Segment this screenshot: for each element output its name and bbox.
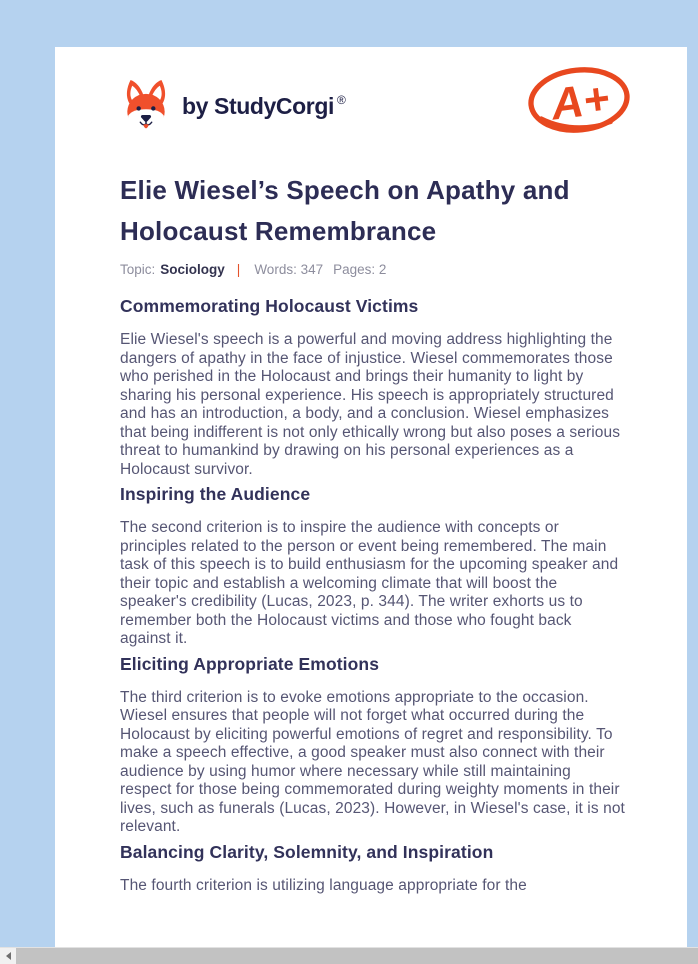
section-heading: Commemorating Holocaust Victims: [120, 296, 419, 316]
topic-link[interactable]: Sociology: [160, 262, 225, 277]
section-inspiring: [120, 483, 632, 649]
section-eliciting: [120, 653, 632, 837]
section-paragraph: The fourth criterion is utilizing language appropriate for the: [120, 876, 527, 894]
section-commemorating: [120, 295, 632, 479]
grade-text: A+: [548, 73, 612, 130]
section-heading: Inspiring the Audience: [120, 484, 311, 504]
document-card: [55, 47, 687, 964]
section-balancing: [120, 841, 632, 896]
studycorgi-brand: [120, 78, 345, 134]
meta-separator: |: [236, 262, 241, 277]
section-heading: Balancing Clarity, Solemnity, and Inspiration: [120, 841, 494, 862]
document-header: [120, 64, 632, 136]
section-paragraph: The third criterion is to evoke emotions appropriate to the occasion. Wiesel ensures that people will not forget what occurred during the Holocaust by eliciting powerful emotions of regret and responsibility. To make a speech effective, a good speaker must also connect with their audience by using humor where necessary while still maintaining respect for those being commemorated during weighty moments in their lives, such as funerals (Lucas, 2023). However, in Wiesel's case, it is not relevant.: [120, 688, 625, 835]
a-plus-grade-badge: [526, 64, 632, 136]
section-paragraph: Elie Wiesel's speech is a powerful and moving address highlighting the dangers of apathy in the face of injustice. Wiesel commemorates those who perished in the Holocaust and brings their humanity to light by sharing his personal experience. His speech is appropriately structured and has an introduction, a body, and a conclusion. Wiesel emphasizes that being indifferent is not only ethically wrong but also poses a serious threat to humankind by drawing on his personal experiences as a Holocaust survivor.: [120, 331, 621, 478]
registered-trademark-symbol: ®: [336, 92, 346, 107]
section-heading: Eliciting Appropriate Emotions: [120, 653, 380, 674]
word-count: Words: 347: [254, 262, 324, 277]
topic-label: Topic:: [120, 262, 156, 277]
section-paragraph: The second criterion is to inspire the audience with concepts or principles related to the person or event being remembered. The main task of this speech is to build enthusiasm for the upcoming speaker and their topic and establish a welcoming climate that will boost the speaker's credibility (Lucas, 2023, p. 344). The writer exhorts us to remember both the Holocaust victims and those who fought back against it.: [120, 519, 619, 647]
corgi-logo-icon: [120, 78, 172, 134]
scroll-left-button[interactable]: [0, 948, 16, 964]
scroll-left-arrow-icon: [6, 952, 11, 960]
page-count: Pages: 2: [333, 262, 387, 277]
document-meta: [120, 262, 632, 277]
document-title: Elie Wiesel’s Speech on Apathy and Holocaust Remembrance: [120, 175, 570, 246]
horizontal-scrollbar[interactable]: [0, 947, 698, 964]
brand-byline: by StudyCorgi ®: [182, 92, 346, 119]
horizontal-scrollbar-thumb[interactable]: [16, 948, 698, 964]
